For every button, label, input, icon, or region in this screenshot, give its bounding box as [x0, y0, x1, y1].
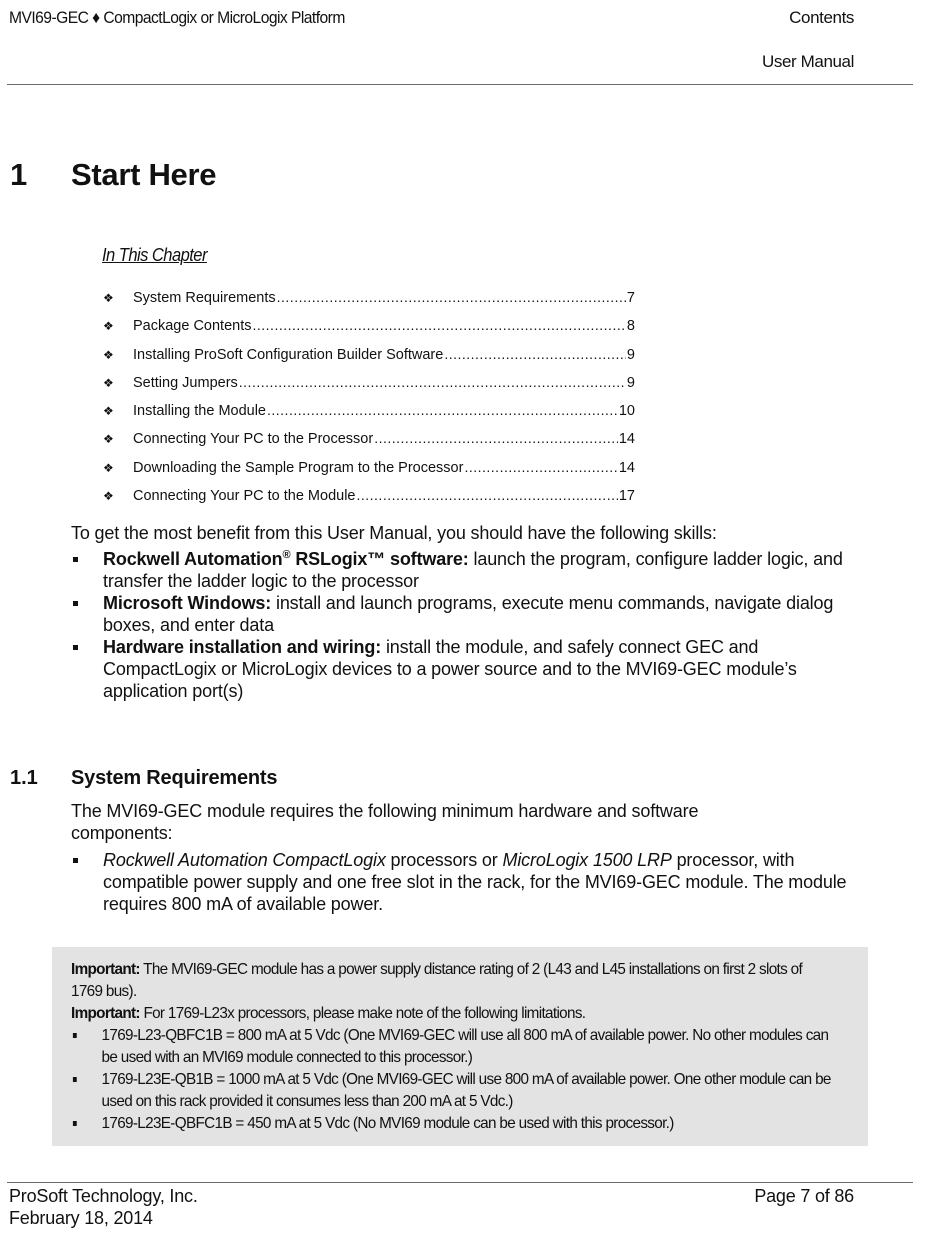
toc-entry-label: Connecting Your PC to the Module [133, 488, 356, 505]
square-bullet-icon [73, 1121, 77, 1126]
toc-entry-page: 7 [626, 290, 635, 306]
important-note-1: Important: The MVI69-GEC module has a power supply distance rating of 2 (L43 and L45 installations on first 2 slots of 1769 bus). [71, 961, 803, 1000]
important-label: Important: [71, 1005, 140, 1022]
requirements-list [71, 849, 861, 915]
toc-entry-page: 14 [618, 431, 635, 448]
skill-item [71, 548, 861, 592]
important-note-box [52, 947, 868, 1146]
footer-company: ProSoft Technology, Inc. [9, 1186, 198, 1206]
toc-entry-label: Package Contents [133, 318, 252, 335]
toc-entry[interactable] [103, 288, 635, 316]
limitations-list [71, 1025, 835, 1135]
toc-leader-dots [374, 429, 618, 443]
limitation-item: 1769-L23E-QB1B = 1000 mA at 5 Vdc (One MVI69-GEC will use 800 mA of available power. One other module can be used on this rack provided it consumes less than 200 mA at 5 Vdc.) [71, 1069, 835, 1113]
important-note-2: Important: For 1769-L23x processors, please make note of the following limitations. [71, 1005, 586, 1022]
toc-entry-label: Downloading the Sample Program to the Processor [133, 459, 464, 476]
diamond-bullet-icon: ❖ [103, 460, 114, 475]
important-label: Important: [71, 961, 140, 978]
section-number: 1.1 [10, 767, 38, 789]
diamond-bullet-icon: ❖ [103, 347, 114, 362]
toc-entry[interactable] [103, 486, 635, 514]
diamond-bullet-icon: ❖ [103, 432, 114, 447]
limitation-item: 1769-L23E-QBFC1B = 450 mA at 5 Vdc (No MVI69 module can be used with this processor.) [71, 1113, 835, 1135]
footer-date: February 18, 2014 [9, 1208, 153, 1228]
skill-item [71, 636, 861, 702]
chapter-title: Start Here [71, 157, 217, 192]
toc-entry-label: Connecting Your PC to the Processor [133, 431, 374, 448]
skill-description: install and launch programs, execute menu commands, navigate dialog boxes, and enter data [103, 593, 834, 635]
diamond-bullet-icon: ❖ [103, 404, 114, 419]
footer-divider [7, 1182, 913, 1183]
footer-page-number: Page 7 of 86 [754, 1186, 854, 1206]
toc-entry[interactable] [103, 345, 635, 373]
section-title: System Requirements [71, 767, 278, 789]
limitation-item: 1769-L23-QBFC1B = 800 mA at 5 Vdc (One MVI69-GEC will use all 800 mA of available power. No other modules can be used with an MVI69 module connected to this processor.) [71, 1025, 835, 1069]
toc-entry[interactable] [103, 373, 635, 401]
square-bullet-icon [73, 1077, 77, 1082]
skills-list [71, 548, 861, 702]
skill-description: launch the program, configure ladder logic, and transfer the ladder logic to the processor [103, 549, 843, 591]
requirement-product: Rockwell Automation CompactLogix [103, 850, 386, 870]
toc-entry-page: 8 [626, 318, 635, 335]
header-divider [7, 84, 913, 85]
square-bullet-icon [73, 1033, 77, 1038]
skills-intro: To get the most benefit from this User Manual, you should have the following skills: [71, 523, 717, 543]
toc-leader-dots [253, 316, 626, 330]
square-bullet-icon [73, 557, 78, 562]
header-doc-type: User Manual [762, 52, 854, 71]
square-bullet-icon [73, 645, 78, 650]
registered-mark: ® [282, 549, 291, 561]
toc-entry-page: 10 [618, 403, 635, 420]
toc-leader-dots [267, 401, 618, 415]
header-section: Contents [789, 8, 854, 27]
diamond-bullet-icon: ❖ [103, 489, 114, 504]
toc-leader-dots [464, 458, 617, 472]
toc-entry-page: 14 [618, 459, 635, 476]
skill-name: Rockwell Automation® RSLogix™ software: [103, 549, 469, 569]
toc-entry-label: Setting Jumpers [133, 374, 238, 391]
toc-entry-page: 17 [618, 488, 635, 505]
diamond-bullet-icon: ❖ [103, 375, 114, 390]
toc-leader-dots [239, 373, 626, 387]
toc-leader-dots [356, 486, 617, 500]
section-intro: The MVI69-GEC module requires the following minimum hardware and software components: [71, 801, 699, 843]
skill-name: Microsoft Windows: [103, 593, 272, 613]
toc-entry-page: 9 [626, 346, 635, 363]
requirement-item: Rockwell Automation CompactLogix processors or MicroLogix 1500 LRP processor, with compatible power supply and one free slot in the rack, for the MVI69-GEC module. The module requires 800 mA of available power. [71, 849, 861, 915]
skill-description: install the module, and safely connect GEC and CompactLogix or MicroLogix devices to a power source and to the MVI69-GEC module’s application port(s) [103, 637, 797, 701]
square-bullet-icon [73, 858, 78, 863]
toc-entry-label: System Requirements [133, 290, 276, 306]
toc-leader-dots [277, 288, 626, 302]
toc-entry[interactable] [103, 316, 635, 344]
toc-entry[interactable] [103, 429, 635, 457]
toc-leader-dots [444, 345, 626, 359]
toc-entry-label: Installing ProSoft Configuration Builder Software [133, 346, 444, 363]
header-product-line: MVI69-GEC ♦ CompactLogix or MicroLogix Platform [9, 8, 345, 27]
chapter-toc [103, 288, 635, 514]
skill-item [71, 592, 861, 636]
diamond-bullet-icon: ❖ [103, 291, 114, 305]
square-bullet-icon [73, 601, 78, 606]
chapter-number: 1 [10, 157, 28, 192]
toc-entry[interactable] [103, 458, 635, 486]
diamond-bullet-icon: ❖ [103, 319, 114, 334]
in-this-chapter-heading: In This Chapter [102, 245, 207, 265]
toc-entry-label: Installing the Module [133, 403, 266, 420]
toc-entry[interactable] [103, 401, 635, 429]
skill-name: Hardware installation and wiring: [103, 637, 382, 657]
toc-entry-page: 9 [626, 374, 635, 391]
requirement-product: MicroLogix 1500 LRP [502, 850, 672, 870]
